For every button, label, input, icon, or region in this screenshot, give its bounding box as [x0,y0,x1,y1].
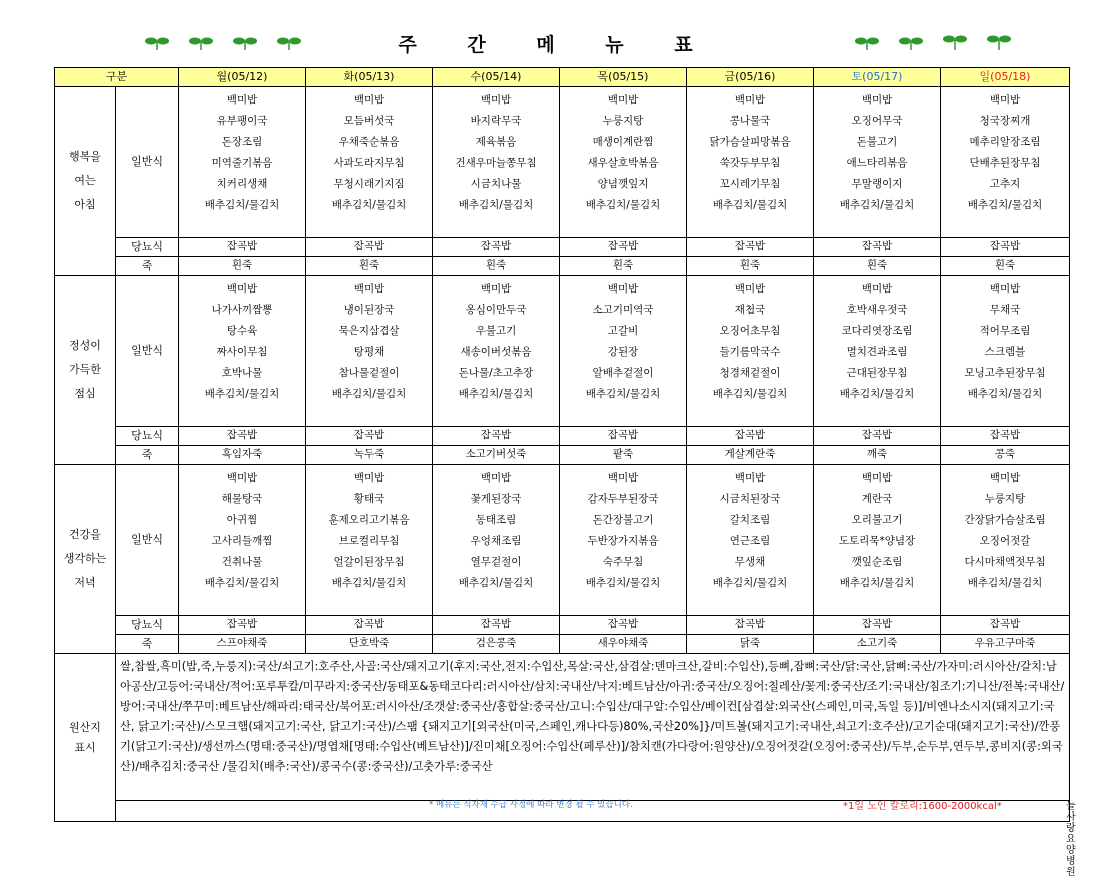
diabetic-cell: 잡곡밥 [560,427,687,446]
porridge-cell: 녹두죽 [306,446,433,465]
menu-item: 오징어젓갈 [979,535,1031,547]
diabetic-cell: 잡곡밥 [560,616,687,635]
calorie-note: *1일 노인 칼로리:1600-2000kcal* [843,801,1002,812]
menu-item: 얼갈이된장무침 [333,556,405,568]
meal-label-line: 저녁 [74,576,96,589]
dinner-porridge-row [55,635,1070,654]
menu-item: 콩나물국 [729,115,771,127]
menu-item: 돈나물/초고추장 [458,367,534,379]
menu-item: 백미밥 [607,94,639,106]
menu-item: 배추김치/물김치 [204,388,280,400]
menu-cell [179,465,306,616]
hospital-name: 늘사랑요양병원 [1066,801,1076,878]
menu-item: 해물탕국 [221,493,263,505]
menu-item: 묵은지삼겹살 [338,325,400,337]
menu-item: 돈간장불고기 [592,514,654,526]
menu-item: 아귀찜 [226,514,258,526]
menu-item: 백미밥 [607,283,639,295]
menu-item: 근대된장무침 [846,367,908,379]
porridge-cell: 흑임자죽 [179,446,306,465]
porridge-cell: 흰죽 [306,257,433,276]
porridge-cell: 검은콩죽 [433,635,560,654]
menu-item: 애느타리볶음 [846,157,908,169]
header-day-thu: 목(05/15) [560,68,687,87]
menu-item: 꼬시레기무침 [719,178,781,190]
porridge-cell: 깨죽 [814,446,941,465]
porridge-cell: 흰죽 [687,257,814,276]
menu-item: 우채죽순볶음 [338,136,400,148]
menu-item: 재첩국 [734,304,766,316]
menu-item: 배추김치/물김치 [458,199,534,211]
menu-item: 새송이버섯볶음 [460,346,532,358]
menu-item: 바지락무국 [470,115,522,127]
menu-item: 배추김치/물김치 [204,577,280,589]
menu-cell [433,465,560,616]
type-regular-label: 일반식 [116,87,179,238]
menu-item: 꽃게된장국 [470,493,522,505]
header-row [55,68,1070,87]
page-title: 주 간 메 뉴 표 [398,34,715,56]
porridge-cell: 흰죽 [179,257,306,276]
lunch-meal-label [55,276,116,465]
menu-item: 배추김치/물김치 [712,199,788,211]
diabetic-cell: 잡곡밥 [306,427,433,446]
menu-item: 건취나물 [221,556,263,568]
menu-item: 무채국 [989,304,1021,316]
menu-item: 무생채 [734,556,766,568]
porridge-cell: 팥죽 [560,446,687,465]
menu-item: 고사리들깨찜 [211,535,273,547]
menu-item: 배추김치/물김치 [458,577,534,589]
meal-label-line: 점심 [74,387,96,400]
menu-item: 유부팽이국 [216,115,268,127]
menu-item: 브로컬리무침 [338,535,400,547]
menu-item: 백미밥 [480,283,512,295]
menu-item: 시금치된장국 [719,493,781,505]
menu-item: 들기름막국수 [719,346,781,358]
menu-item: 모닝고추된장무침 [964,367,1046,379]
menu-item: 백미밥 [734,94,766,106]
header-day-sat: 토(05/17) [814,68,941,87]
menu-item: 도토리묵*양념장 [838,535,916,547]
diabetic-cell: 잡곡밥 [814,616,941,635]
notes-row [55,801,1070,822]
type-regular-label: 일반식 [116,276,179,427]
menu-item: 무말랭이지 [851,178,903,190]
menu-item: 건새우마늘쫑무침 [455,157,537,169]
origin-label-line: 원산지 [69,720,101,734]
menu-cell [433,276,560,427]
menu-item: 고갈비 [607,325,639,337]
diabetic-cell: 잡곡밥 [814,427,941,446]
diabetic-cell: 잡곡밥 [433,616,560,635]
breakfast-porridge-row [55,257,1070,276]
menu-item: 나가사끼짬뽕 [211,304,273,316]
menu-cell [179,87,306,238]
menu-item: 배추김치/물김치 [331,388,407,400]
header-day-mon: 월(05/12) [179,68,306,87]
menu-item: 매생이계란찜 [592,136,654,148]
menu-item: 알배추겉절이 [592,367,654,379]
menu-item: 백미밥 [353,94,385,106]
origin-label [55,654,116,822]
diabetic-cell: 잡곡밥 [179,616,306,635]
menu-item: 백미밥 [226,94,258,106]
menu-item: 짜사이무침 [216,346,268,358]
menu-item: 백미밥 [226,283,258,295]
menu-cell [306,465,433,616]
menu-item: 우엉채조림 [470,535,522,547]
menu-cell [687,276,814,427]
menu-item: 배추김치/물김치 [839,577,915,589]
header-day-tue: 화(05/13) [306,68,433,87]
menu-item: 돈장조림 [221,136,263,148]
menu-item: 백미밥 [989,283,1021,295]
porridge-cell: 새우야채죽 [560,635,687,654]
menu-cell [941,276,1070,427]
menu-item: 고추지 [989,178,1021,190]
porridge-cell: 게살계란죽 [687,446,814,465]
diabetic-cell: 잡곡밥 [433,238,560,257]
porridge-cell: 단호박죽 [306,635,433,654]
menu-cell [687,87,814,238]
menu-item: 강된장 [607,346,639,358]
meal-label-line: 건강을 [69,528,101,541]
menu-item: 백미밥 [353,283,385,295]
breakfast-regular-row [55,87,1070,238]
menu-cell [306,87,433,238]
menu-item: 배추김치/물김치 [967,388,1043,400]
diabetic-cell: 잡곡밥 [687,238,814,257]
menu-item: 깻잎순조림 [851,556,903,568]
menu-item: 오리불고기 [851,514,903,526]
menu-item: 배추김치/물김치 [839,199,915,211]
menu-item: 배추김치/물김치 [712,577,788,589]
menu-cell [306,276,433,427]
menu-item: 백미밥 [989,472,1021,484]
menu-item: 새우살호박볶음 [587,157,659,169]
menu-item: 백미밥 [989,94,1021,106]
diabetic-cell: 잡곡밥 [306,616,433,635]
menu-item: 옹심이만두국 [465,304,527,316]
menu-cell [687,465,814,616]
lunch-regular-row [55,276,1070,427]
menu-item: 배추김치/물김치 [458,388,534,400]
porridge-cell: 흰죽 [560,257,687,276]
menu-item: 동태조림 [475,514,517,526]
menu-item: 배추김치/물김치 [585,199,661,211]
menu-item: 백미밥 [861,283,893,295]
menu-item: 단배추된장무침 [969,157,1041,169]
diabetic-cell: 잡곡밥 [941,616,1070,635]
porridge-cell: 닭죽 [687,635,814,654]
lunch-porridge-row [55,446,1070,465]
menu-cell [433,87,560,238]
menu-item: 다시마채액젓무침 [964,556,1046,568]
breakfast-diabetic-row [55,238,1070,257]
menu-item: 훈제오리고기볶음 [328,514,410,526]
meal-label-line: 가득한 [69,363,101,376]
menu-item: 배추김치/물김치 [585,577,661,589]
menu-item: 닭가슴살피망볶음 [709,136,791,148]
diabetic-cell: 잡곡밥 [560,238,687,257]
menu-item: 누룽지탕 [984,493,1026,505]
menu-item: 갈치조림 [729,514,771,526]
menu-item: 간장닭가슴살조림 [964,514,1046,526]
menu-item: 백미밥 [734,283,766,295]
menu-item: 감자두부된장국 [587,493,659,505]
menu-item: 배추김치/물김치 [204,199,280,211]
diabetic-cell: 잡곡밥 [941,238,1070,257]
dinner-meal-label [55,465,116,654]
menu-item: 배추김치/물김치 [712,388,788,400]
origin-text: 쌀,찹쌀,흑미(밥,죽,누룽지):국산/쇠고기:호주산,사골:국산/돼지고기(후지:국산,전지:수입산,목살:국산,삼겹살:덴마크산,갈비:수입산),등뼈,잡뼈:국산/닭:국산,닭뼈:국산/가자미:러시아산/갈치:남아공산/고등어:국내산/적어:포루투칼/미꾸라지:중국산/동태포&동태코다리:러시아산/삼치:국내산/낙지:베트남산/아귀:중국산/오징어:칠레산/꽃게:중국산/조기:국내산/침조기:기니산/전복:국내산/방어:국내산/쭈꾸미:베트남산/해파리:태국산/북어포:러시아산/조갯살:중국산/홍합살:중국산/고니:수입산/대구알:수입산/베이컨[삼겹살:외국산(스페인,미국,독일 등)]/비엔나소시지(돼지고기:국산, 닭고기:국산)/스모크햄(돼지고기:국산, 닭고기:국산)/스팸 {돼지고기[외국산(미국,스페인,캐나다등)80%,국산20%]}/미트볼(돼지고기:국내산,쇠고기:호주산)/고기순대(돼지고기:국산)/깐풍기(닭고기:국산)/생선까스(명태:중국산)/명엽채[명태:수입산(베트남산)]/진미채[오징어:수입산(페루산)]/참치캔(가다랑어:원양산)/오징어젓갈(오징어:중국산)/두부,순두부,연두부,콩비지(콩:외국산)/배추김치:중국산 /물김치(배추:국산)/콩국수(콩:중국산)/고춧가루:중국산 [116,654,1070,801]
menu-item: 배추김치/물김치 [967,577,1043,589]
header-day-wed: 수(05/14) [433,68,560,87]
notes-cell [116,800,1076,878]
menu-cell [814,87,941,238]
menu-item: 오징어무국 [851,115,903,127]
menu-item: 백미밥 [480,94,512,106]
meal-label-line: 여는 [74,174,96,187]
porridge-cell: 흰죽 [433,257,560,276]
menu-cell [560,87,687,238]
menu-item: 백미밥 [734,472,766,484]
menu-item: 미역줄기볶음 [211,157,273,169]
type-diabetic-label: 당뇨식 [116,238,179,257]
menu-item: 쑥갓두부무침 [719,157,781,169]
header-category: 구분 [55,68,179,87]
menu-cell [560,465,687,616]
menu-item: 양념깻잎지 [597,178,649,190]
header-day-fri: 금(05/16) [687,68,814,87]
diabetic-cell: 잡곡밥 [814,238,941,257]
origin-row [55,654,1070,801]
dinner-diabetic-row [55,616,1070,635]
menu-item: 우불고기 [475,325,517,337]
menu-item: 누룽지탕 [602,115,644,127]
type-regular-label: 일반식 [116,465,179,616]
porridge-cell: 흰죽 [814,257,941,276]
type-porridge-label: 죽 [116,635,179,654]
menu-item: 백미밥 [607,472,639,484]
menu-item: 황태국 [353,493,385,505]
menu-item: 사과도라지무침 [333,157,405,169]
diabetic-cell: 잡곡밥 [179,427,306,446]
porridge-cell: 소고기죽 [814,635,941,654]
menu-item: 돈불고기 [856,136,898,148]
lunch-diabetic-row [55,427,1070,446]
menu-item: 백미밥 [861,472,893,484]
menu-cell [941,465,1070,616]
porridge-cell: 흰죽 [941,257,1070,276]
diabetic-cell: 잡곡밥 [941,427,1070,446]
type-porridge-label: 죽 [116,257,179,276]
menu-cell [814,276,941,427]
meal-label-line: 행복을 [69,150,101,163]
menu-item: 오징어초무침 [719,325,781,337]
supply-note: * 메뉴는 식자재 수급 사정에 따라 변경 될 수 있습니다. [429,800,633,810]
diabetic-cell: 잡곡밥 [433,427,560,446]
meal-label-line: 아침 [74,198,96,211]
menu-item: 두반장가지볶음 [587,535,659,547]
porridge-cell: 소고기버섯죽 [433,446,560,465]
menu-cell [179,276,306,427]
menu-item: 모듬버섯국 [343,115,395,127]
menu-item: 배추김치/물김치 [585,388,661,400]
menu-item: 배추김치/물김치 [331,577,407,589]
origin-label-line: 표시 [74,740,96,754]
menu-item: 계란국 [861,493,893,505]
diabetic-cell: 잡곡밥 [687,427,814,446]
diabetic-cell: 잡곡밥 [306,238,433,257]
menu-item: 치커리생채 [216,178,268,190]
menu-item: 배추김치/물김치 [839,388,915,400]
menu-cell [941,87,1070,238]
menu-item: 탕평채 [353,346,385,358]
meal-label-line: 생각하는 [63,552,107,565]
menu-item: 시금치나물 [470,178,522,190]
menu-item: 배추김치/물김치 [967,199,1043,211]
porridge-cell: 우유고구마죽 [941,635,1070,654]
menu-item: 열무겉절이 [470,556,522,568]
menu-item: 메추리알장조림 [969,136,1041,148]
menu-item: 냉이된장국 [343,304,395,316]
menu-item: 청경채겉절이 [719,367,781,379]
menu-item: 백미밥 [226,472,258,484]
menu-item: 청국장찌개 [979,115,1031,127]
dinner-regular-row [55,465,1070,616]
diabetic-cell: 잡곡밥 [179,238,306,257]
weekly-menu-table [54,67,1076,878]
menu-item: 호박나물 [221,367,263,379]
header-day-sun: 일(05/18) [941,68,1070,87]
menu-item: 코다리엿장조림 [841,325,913,337]
menu-item: 참나물겉절이 [338,367,400,379]
menu-item: 탕수육 [226,325,258,337]
menu-item: 백미밥 [353,472,385,484]
type-porridge-label: 죽 [116,446,179,465]
menu-item: 호박새우젓국 [846,304,908,316]
diabetic-cell: 잡곡밥 [687,616,814,635]
menu-item: 제육볶음 [475,136,517,148]
menu-item: 스크렘블 [984,346,1026,358]
menu-item: 배추김치/물김치 [331,199,407,211]
menu-item: 무청시래기지짐 [333,178,405,190]
menu-item: 연근조림 [729,535,771,547]
type-diabetic-label: 당뇨식 [116,427,179,446]
porridge-cell: 콩죽 [941,446,1070,465]
menu-item: 적어무조림 [979,325,1031,337]
menu-item: 멸치견과조림 [846,346,908,358]
menu-item: 백미밥 [861,94,893,106]
menu-item: 숙주무침 [602,556,644,568]
type-diabetic-label: 당뇨식 [116,616,179,635]
meal-label-line: 정성이 [69,339,101,352]
menu-cell [814,465,941,616]
menu-item: 백미밥 [480,472,512,484]
porridge-cell: 스프야채죽 [179,635,306,654]
menu-cell [560,276,687,427]
menu-item: 소고기미역국 [592,304,654,316]
breakfast-meal-label [55,87,116,276]
